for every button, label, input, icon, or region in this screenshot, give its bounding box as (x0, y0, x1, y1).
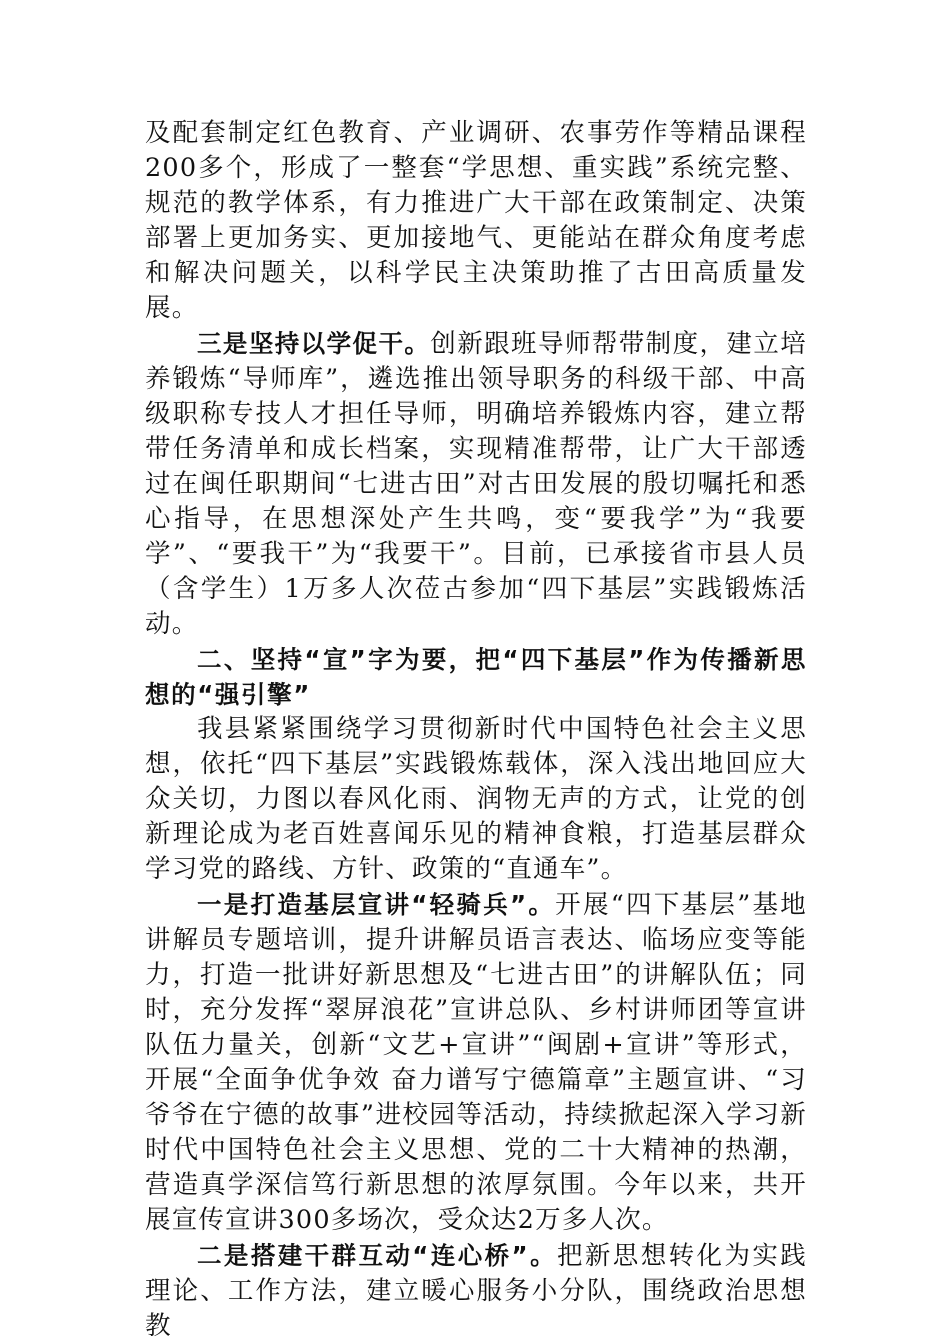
paragraph-text: 创新跟班导师帮带制度，建立培养锻炼“导师库”，遴选推出领导职务的科级干部、中高级职称专技人才担任导师，明确培养锻炼内容，建立帮带任务清单和成长档案，实现精准帮带，让广大干部透过在闽任职期间“七进古田”对古田发展的殷切嘱托和悉心指导，在思想深处产生共鸣，变“要我学”为“我要学”、“要我干”为“我要干”。目前，已承接省市县人员（含学生）1万多人次莅古参加“四下基层”实践锻炼活动。 (145, 329, 807, 639)
paragraph-text: 我县紧紧围绕学习贯彻新时代中国特色社会主义思想，依托“四下基层”实践锻炼载体，深入浅出地回应大众关切，力图以春风化雨、润物无声的方式，让党的创新理论成为老百姓喜闻乐见的精神食粮，打造基层群众学习党的路线、方针、政策的“直通车”。 (145, 714, 807, 884)
paragraph-learning-promotes-work (145, 326, 807, 642)
paragraph-lead: 一是打造基层宣讲“轻骑兵”。 (197, 890, 556, 919)
paragraph-grassroots-lectures (145, 887, 807, 1238)
document-page (145, 116, 807, 1344)
paragraph-text: 把新思想转化为实践理论、工作方法，建立暖心服务小分队，围绕政治思想教 (145, 1241, 807, 1341)
paragraph-continued (145, 116, 807, 326)
paragraph-lead: 二是搭建干群互动“连心桥”。 (197, 1241, 557, 1270)
section-heading-text: 二、坚持“宣”字为要，把“四下基层”作为传播新思想的“强引擎” (145, 645, 807, 709)
paragraph-text: 及配套制定红色教育、产业调研、农事劳作等精品课程200多个，形成了一整套“学思想、重实践”系统完整、规范的教学体系，有力推进广大干部在政策制定、决策部署上更加务实、更加接地气、更能站在群众角度考虑和解决问题关，以科学民主决策助推了古田高质量发展。 (145, 118, 807, 323)
paragraph-lead: 三是坚持以学促干。 (197, 329, 431, 358)
paragraph-cadre-mass-bridge (145, 1238, 807, 1344)
section-heading (145, 642, 807, 712)
paragraph-section-intro (145, 712, 807, 887)
paragraph-text: 开展“四下基层”基地讲解员专题培训，提升讲解员语言表达、临场应变等能力，打造一批讲好新思想及“七进古田”的讲解队伍；同时，充分发挥“翠屏浪花”宣讲总队、乡村讲师团等宣讲队伍力量关，创新“文艺+宣讲”“闽剧+宣讲”等形式，开展“全面争优争效 奋力谱写宁德篇章”主题宣讲、“习爷爷在宁德的故事”进校园等活动，持续掀起深入学习新时代中国特色社会主义思想、党的二十大精神的热潮，营造真学深信笃行新思想的浓厚氛围。今年以来，共开展宣传宣讲300多场次，受众达2万多人次。 (145, 890, 807, 1235)
